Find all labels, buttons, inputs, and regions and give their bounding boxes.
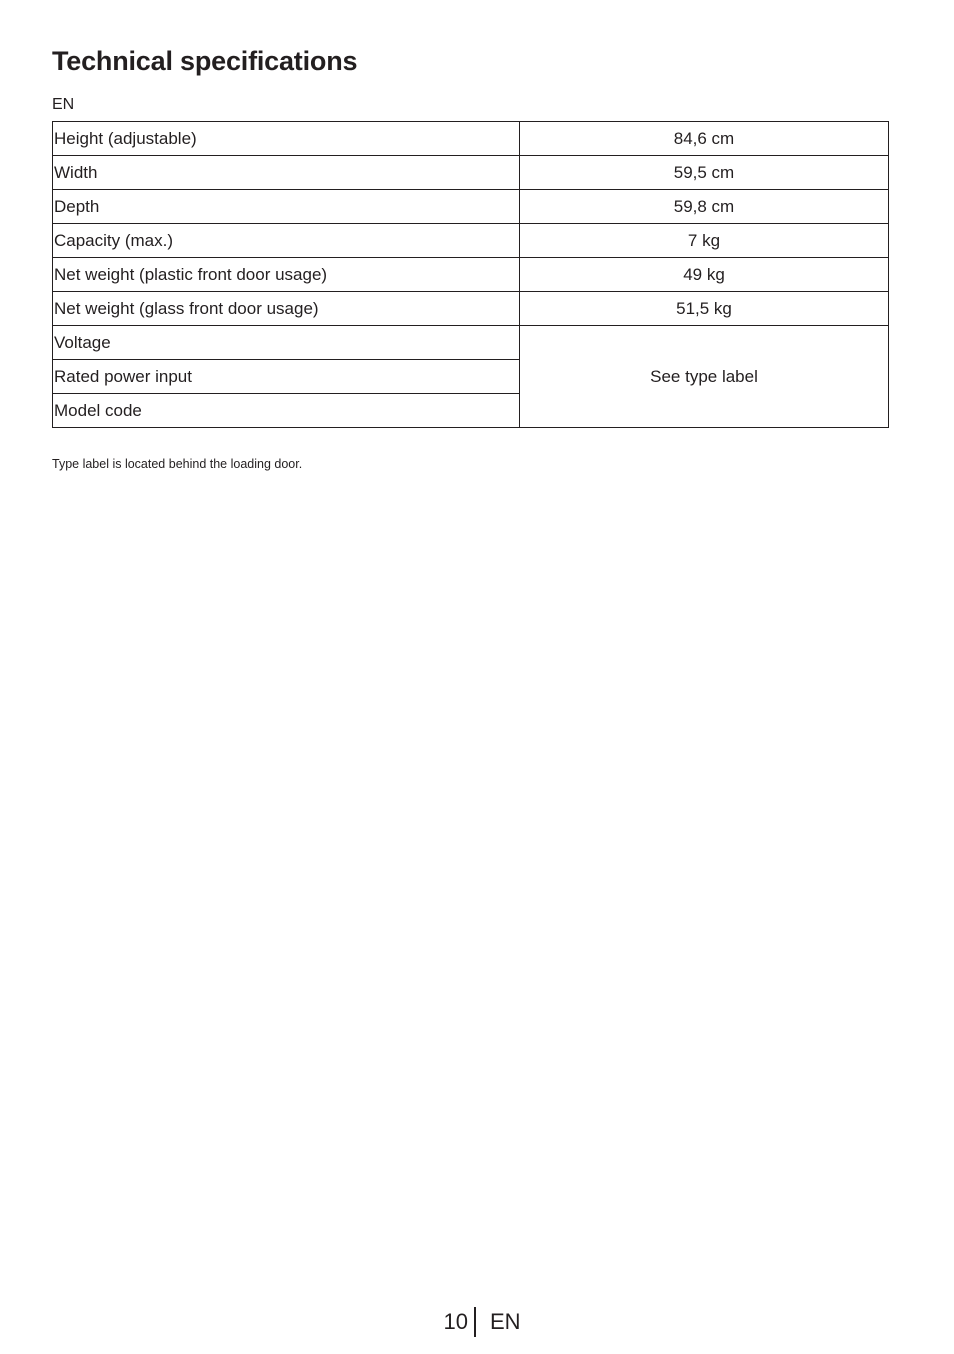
spec-label-width: Width xyxy=(53,156,520,190)
spec-value-width: 59,5 cm xyxy=(520,156,889,190)
page-number: 10 xyxy=(443,1309,468,1334)
table-row xyxy=(53,122,889,156)
table-row xyxy=(53,326,889,360)
spec-value-height: 84,6 cm xyxy=(520,122,889,156)
spec-value-capacity: 7 kg xyxy=(520,224,889,258)
spec-label-net-weight-plastic: Net weight (plastic front door usage) xyxy=(53,258,520,292)
table-row xyxy=(53,258,889,292)
page-footer xyxy=(0,1307,954,1337)
spec-value-net-weight-plastic: 49 kg xyxy=(520,258,889,292)
table-row xyxy=(53,156,889,190)
table-row xyxy=(53,190,889,224)
footer-divider xyxy=(474,1307,476,1337)
spec-label-capacity: Capacity (max.) xyxy=(53,224,520,258)
spec-label-depth: Depth xyxy=(53,190,520,224)
spec-label-model-code: Model code xyxy=(53,394,520,428)
table-footnote: Type label is located behind the loading door. xyxy=(52,457,303,471)
spec-label-rated-power: Rated power input xyxy=(53,360,520,394)
spec-value-see-type-label: See type label xyxy=(520,326,889,428)
spec-label-height: Height (adjustable) xyxy=(53,122,520,156)
footer-language: EN xyxy=(490,1309,521,1334)
language-label: EN xyxy=(52,96,75,113)
page-title: Technical specifications xyxy=(52,46,358,76)
spec-label-net-weight-glass: Net weight (glass front door usage) xyxy=(53,292,520,326)
spec-value-net-weight-glass: 51,5 kg xyxy=(520,292,889,326)
table-row xyxy=(53,292,889,326)
spec-label-voltage: Voltage xyxy=(53,326,520,360)
table-row xyxy=(53,224,889,258)
spec-table xyxy=(52,121,889,428)
spec-value-depth: 59,8 cm xyxy=(520,190,889,224)
